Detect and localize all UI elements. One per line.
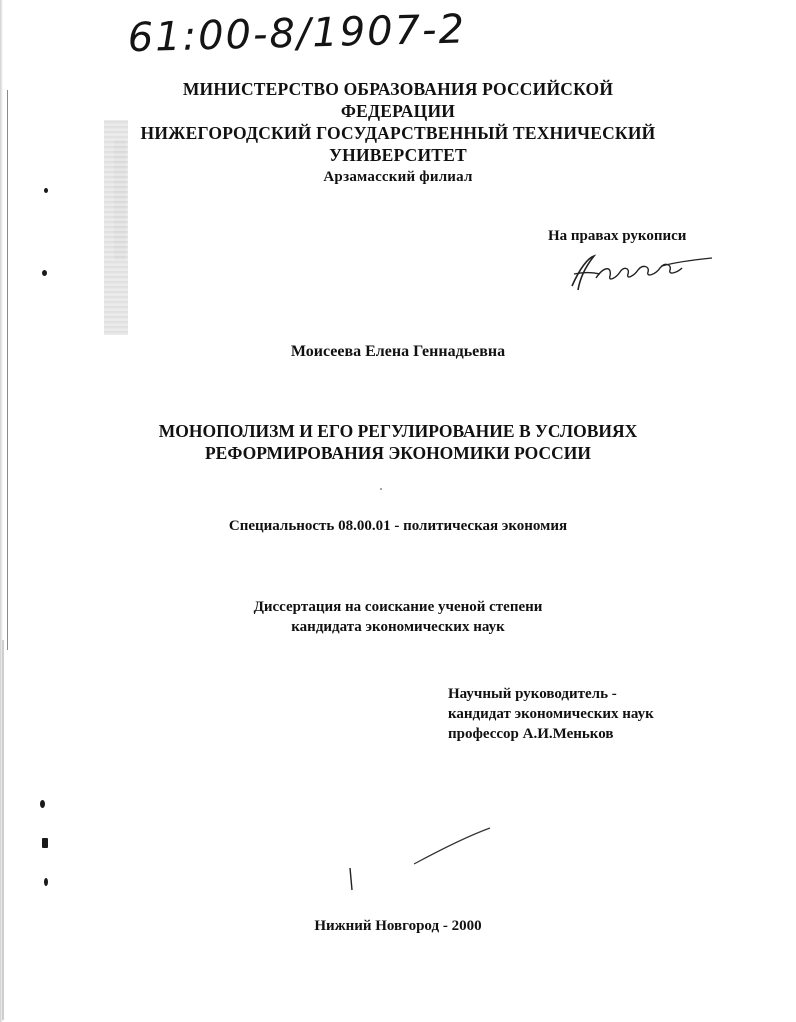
branch-name: Арзамасский филиал <box>323 169 473 185</box>
title-line-2: РЕФОРМИРОВАНИЯ ЭКОНОМИКИ РОССИИ <box>204 443 592 463</box>
scan-speck <box>44 878 48 886</box>
supervisor-line-1: Научный руководитель - <box>448 686 617 702</box>
institution-header <box>0 78 796 188</box>
city-and-year: Нижний Новгород - 2000 <box>314 918 482 934</box>
ministry-line-2: ФЕДЕРАЦИИ <box>340 101 456 121</box>
degree-line-1: Диссертация на соискание ученой степени <box>253 599 543 615</box>
scan-speck <box>42 270 47 276</box>
pen-marks <box>340 820 500 900</box>
university-line-1: НИЖЕГОРОДСКИЙ ГОСУДАРСТВЕННЫЙ ТЕХНИЧЕСКИЙ <box>140 123 656 143</box>
scan-speck <box>380 488 382 490</box>
supervisor-line-3: профессор А.И.Меньков <box>448 726 614 742</box>
specialty: Специальность 08.00.01 - политическая экономия <box>228 518 568 534</box>
scan-speck <box>40 800 45 808</box>
author-signature <box>566 248 716 294</box>
university-line-2: УНИВЕРСИТЕТ <box>329 145 467 165</box>
scan-speck <box>42 838 48 848</box>
degree-line-2: кандидата экономических наук <box>291 619 505 635</box>
ministry-line-1: МИНИСТЕРСТВО ОБРАЗОВАНИЯ РОССИЙСКОЙ <box>182 79 614 99</box>
manuscript-rights-note: На правах рукописи <box>548 228 687 244</box>
title-line-1: МОНОПОЛИЗМ И ЕГО РЕГУЛИРОВАНИЕ В УСЛОВИЯХ <box>158 421 638 441</box>
supervisor-line-2: кандидат экономических наук <box>448 706 654 722</box>
scan-line-artifact <box>2 640 4 1020</box>
archive-code-handwritten: 61:00-8/1907-2 <box>127 6 467 62</box>
scan-speck <box>44 188 48 193</box>
author-name: Моисеева Елена Геннадьевна <box>290 343 506 360</box>
scientific-supervisor <box>448 684 654 744</box>
degree-statement <box>0 597 796 637</box>
dissertation-title <box>0 420 796 464</box>
